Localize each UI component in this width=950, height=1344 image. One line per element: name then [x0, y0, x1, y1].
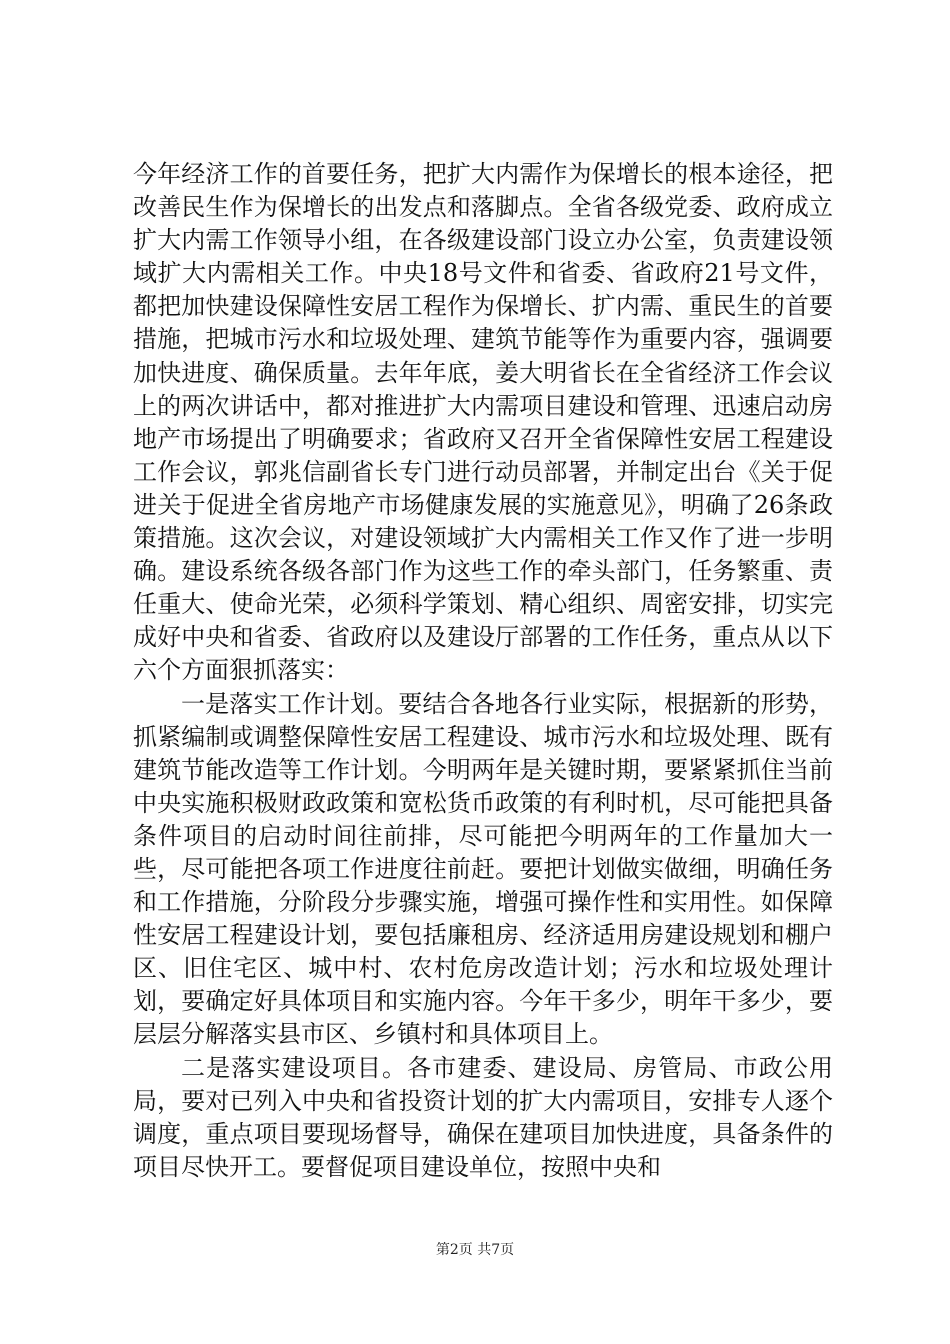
- document-body: [133, 158, 833, 1184]
- paragraph-work-plan: 一是落实工作计划。要结合各地各行业实际，根据新的形势，抓紧编制或调整保障性安居工程建设、城市污水和垃圾处理、既有建筑节能改造等工作计划。今明两年是关键时期，要紧紧抓住当前中央实施积极财政政策和宽松货币政策的有利时机，尽可能把具备条件项目的启动时间往前排，尽可能把今明两年的工作量加大一些，尽可能把各项工作进度往前赶。要把计划做实做细，明确任务和工作措施，分阶段分步骤实施，增强可操作性和实用性。如保障性安居工程建设计划，要包括廉租房、经济适用房建设规划和棚户区、旧住宅区、城中村、农村危房改造计划；污水和垃圾处理计划，要确定好具体项目和实施内容。今年干多少，明年干多少，要层层分解落实县市区、乡镇村和具体项目上。: [133, 689, 833, 1049]
- page-number-footer: 第2页 共7页: [435, 1242, 515, 1258]
- paragraph-construction-projects: 二是落实建设项目。各市建委、建设局、房管局、市政公用局，要对已列入中央和省投资计划的扩大内需项目，安排专人逐个调度，重点项目要现场督导，确保在建项目加快进度，具备条件的项目尽快开工。要督促项目建设单位，按照中央和: [133, 1053, 833, 1181]
- paragraph-continuation: 今年经济工作的首要任务，把扩大内需作为保增长的根本途径，把改善民生作为保增长的出发点和落脚点。全省各级党委、政府成立扩大内需工作领导小组，在各级建设部门设立办公室，负责建设领域扩大内需相关工作。中央18号文件和省委、省政府21号文件，都把加快建设保障性安居工程作为保增长、扩内需、重民生的首要措施，把城市污水和垃圾处理、建筑节能等作为重要内容，强调要加快进度、确保质量。去年年底，姜大明省长在全省经济工作会议上的两次讲话中，都对推进扩大内需项目建设和管理、迅速启动房地产市场提出了明确要求；省政府又召开全省保障性安居工程建设工作会议，郭兆信副省长专门进行动员部署，并制定出台《关于促进关于促进全省房地产市场健康发展的实施意见》，明确了26条政策措施。这次会议，对建设领域扩大内需相关工作又作了进一步明确。建设系统各级各部门作为这些工作的牵头部门，任务繁重、责任重大、使命光荣，必须科学策划、精心组织、周密安排，切实完成好中央和省委、省政府以及建设厅部署的工作任务，重点从以下六个方面狠抓落实：: [133, 160, 833, 685]
